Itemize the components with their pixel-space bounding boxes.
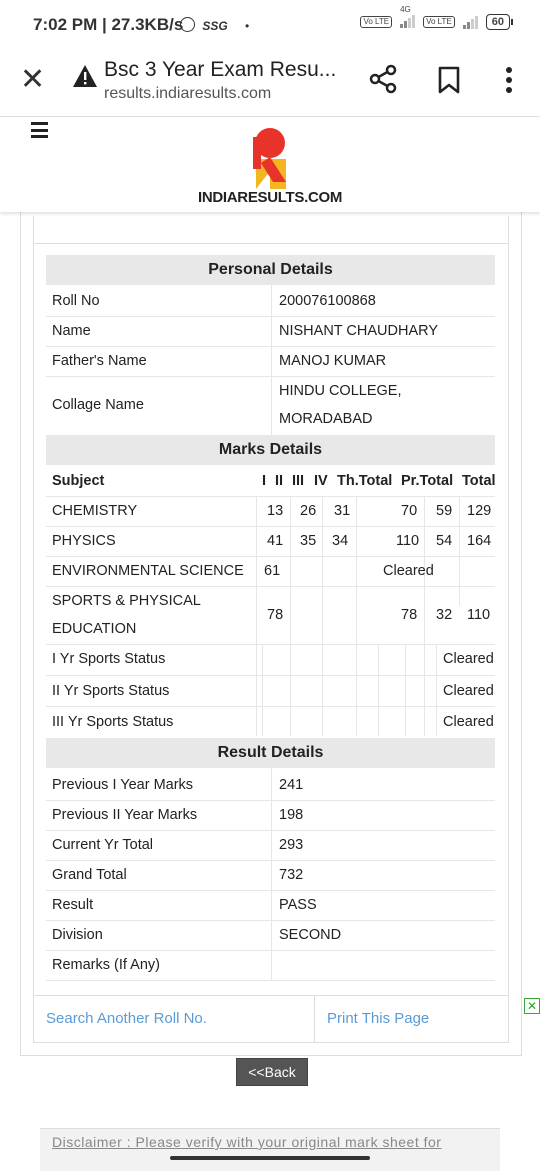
personal-divider — [271, 285, 272, 435]
row-divider — [46, 586, 495, 587]
marks-cell: 61 — [264, 563, 281, 579]
close-ad-icon[interactable]: ✕ — [524, 998, 540, 1014]
network-label: 4G — [400, 5, 411, 14]
roll-no-label: Roll No — [52, 293, 100, 309]
marks-col-i: I — [262, 473, 267, 489]
site-header — [0, 117, 540, 212]
marks-subject-line1: SPORTS & PHYSICAL — [52, 593, 201, 609]
status-icons — [180, 17, 249, 33]
name-label: Name — [52, 323, 91, 339]
share-icon[interactable] — [368, 64, 398, 94]
marks-col-iv: IV — [314, 473, 328, 489]
marks-grid-line — [405, 644, 406, 736]
status-right — [360, 5, 510, 30]
result-label: Division — [52, 927, 103, 943]
marks-grid-line — [378, 644, 379, 736]
marks-cell: 31 — [334, 503, 351, 519]
status-dot: • — [245, 19, 250, 33]
more-vert-icon[interactable] — [500, 66, 518, 96]
row-divider — [46, 860, 495, 861]
marks-col-th-total: Th.Total — [337, 473, 393, 489]
print-page-link[interactable]: Print This Page — [327, 1010, 430, 1027]
battery-icon: 60 — [486, 14, 510, 30]
marks-grid-line — [322, 496, 323, 736]
marks-cell: 54 — [436, 533, 453, 549]
marks-subject: II Yr Sports Status — [52, 683, 170, 699]
row-divider — [46, 556, 495, 557]
college-name-value-line2: MORADABAD — [279, 411, 373, 427]
page-url[interactable]: results.indiaresults.com — [104, 85, 272, 102]
result-value: 241 — [279, 777, 304, 793]
roll-no-value: 200076100868 — [279, 293, 376, 309]
hamburger-menu-icon[interactable] — [31, 122, 48, 138]
logo-text: INDIARESULTS.COM — [197, 189, 343, 206]
father-name-label: Father's Name — [52, 353, 147, 369]
marks-cell: 34 — [332, 533, 349, 549]
college-name-label: Collage Name — [52, 397, 144, 413]
disclaimer-bar — [40, 1128, 500, 1171]
college-name-value-line1: HINDU COLLEGE, — [279, 383, 402, 399]
status-bar — [0, 0, 540, 50]
result-label: Result — [52, 897, 94, 913]
row-divider — [46, 980, 495, 981]
footer-divider — [314, 996, 315, 1042]
row-divider — [46, 496, 495, 497]
browser-toolbar — [0, 50, 540, 117]
result-value: SECOND — [279, 927, 342, 943]
row-divider — [46, 526, 495, 527]
row-divider — [46, 376, 495, 377]
result-label: Remarks (If Any) — [52, 957, 160, 973]
row-divider — [46, 706, 495, 707]
marks-grid-line — [290, 496, 291, 736]
marks-subject: I Yr Sports Status — [52, 651, 166, 667]
name-value: NISHANT CHAUDHARY — [279, 323, 438, 339]
row-divider — [46, 644, 495, 645]
back-button[interactable]: <<Back — [236, 1058, 308, 1086]
status-time: 7:02 PM | 27.3KB/s — [33, 15, 184, 34]
marks-cell: 110 — [467, 607, 491, 623]
marks-col-ii: II — [275, 473, 284, 489]
marks-cell: Cleared — [443, 651, 494, 667]
marks-subject: III Yr Sports Status — [52, 714, 174, 730]
search-another-link[interactable]: Search Another Roll No. — [46, 1010, 207, 1027]
signal-icon-2 — [463, 15, 478, 29]
marks-cell: Cleared — [383, 563, 434, 579]
volte-badge-1: Vo LTE — [360, 16, 392, 28]
bookmark-icon[interactable] — [438, 66, 460, 94]
marks-subject-line2: EDUCATION — [52, 621, 137, 637]
marks-cell: Cleared — [443, 683, 494, 699]
marks-cell: 26 — [300, 503, 317, 519]
marks-grid-line — [424, 496, 425, 736]
result-card-top-row — [33, 216, 509, 244]
alarm-icon — [180, 17, 195, 32]
marks-subject: ENVIRONMENTAL SCIENCE — [52, 563, 244, 579]
marks-cell: 164 — [467, 533, 492, 549]
result-details-heading: Result Details — [46, 738, 495, 768]
row-divider — [46, 830, 495, 831]
marks-cell: 13 — [267, 503, 284, 519]
marks-grid-line — [256, 496, 257, 736]
father-name-value: MANOJ KUMAR — [279, 353, 387, 369]
marks-cell: 78 — [267, 607, 284, 623]
network-type — [400, 5, 415, 30]
result-value: PASS — [279, 897, 317, 913]
marks-cell: 41 — [267, 533, 284, 549]
marks-subject: PHYSICS — [52, 533, 116, 549]
row-divider — [46, 950, 495, 951]
carrier-badge: SSG — [202, 19, 228, 33]
result-label: Current Yr Total — [52, 837, 154, 853]
result-value: 293 — [279, 837, 304, 853]
page-title: Bsc 3 Year Exam Resu... — [104, 58, 337, 81]
marks-cell: 32 — [436, 607, 453, 623]
signal-icon-1 — [400, 14, 415, 28]
marks-subject: CHEMISTRY — [52, 503, 138, 519]
disclaimer-text: Disclaimer : Please verify with your original mark sheet for — [52, 1134, 442, 1150]
marks-grid-line — [459, 496, 460, 606]
close-icon[interactable]: ✕ — [20, 63, 46, 96]
row-divider — [46, 316, 495, 317]
logo-mark-icon — [195, 127, 345, 189]
marks-col-total: Total — [462, 473, 496, 489]
volte-badge-2: Vo LTE — [423, 16, 455, 28]
result-label: Grand Total — [52, 867, 127, 883]
marks-cell: 110 — [396, 533, 420, 549]
marks-grid-line — [262, 644, 263, 736]
personal-details-heading: Personal Details — [46, 255, 495, 285]
row-divider — [46, 675, 495, 676]
row-divider — [46, 800, 495, 801]
marks-cell: 78 — [401, 607, 418, 623]
marks-cell: 59 — [436, 503, 453, 519]
home-indicator[interactable] — [170, 1156, 370, 1160]
marks-cell: 35 — [300, 533, 317, 549]
marks-grid-line — [436, 644, 437, 736]
marks-cell: 129 — [467, 503, 492, 519]
result-value: 732 — [279, 867, 304, 883]
marks-cell: Cleared — [443, 714, 494, 730]
row-divider — [46, 890, 495, 891]
marks-grid-line — [356, 496, 357, 736]
marks-details-heading: Marks Details — [46, 435, 495, 465]
result-value: 198 — [279, 807, 304, 823]
marks-col-subject: Subject — [52, 473, 105, 489]
result-label: Previous II Year Marks — [52, 807, 198, 823]
marks-col-iii: III — [292, 473, 305, 489]
footer-links — [33, 995, 509, 1043]
marks-col-pr-total: Pr.Total — [401, 473, 454, 489]
result-label: Previous I Year Marks — [52, 777, 194, 793]
site-logo[interactable] — [195, 127, 345, 207]
row-divider — [46, 920, 495, 921]
marks-cell: 70 — [401, 503, 418, 519]
warning-icon[interactable] — [72, 64, 98, 88]
row-divider — [46, 346, 495, 347]
